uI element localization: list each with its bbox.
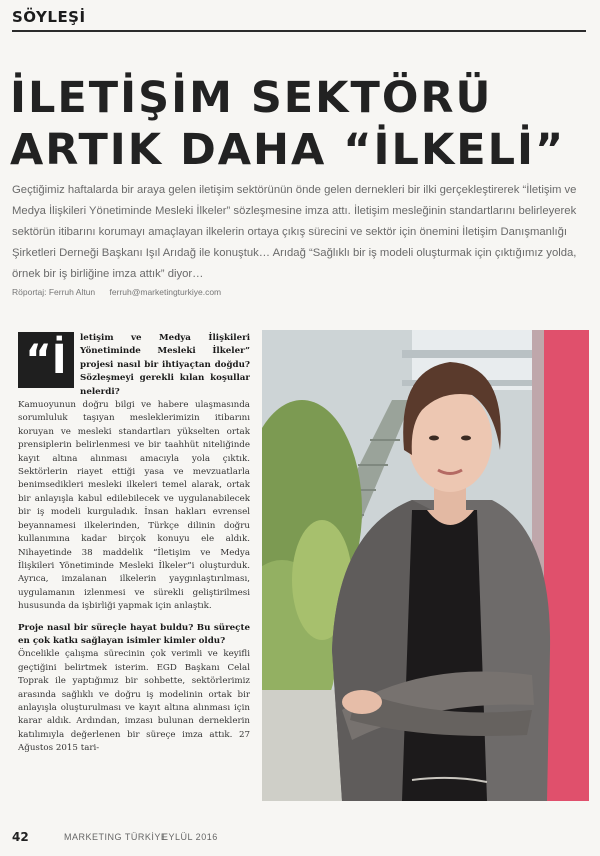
publication-name: MARKETING TÜRKİYE <box>64 832 168 842</box>
answer-1: Kamuoyunun doğru bilgi ve habere ulaşmasında sorumluluk taşıyan mesleklerimizin itibarını koruyan ve mesleki standartları yükselten ortak prensiplerin belirlenmesi ve bir taahhüt niteliğinde kayıt altına alınması amacıyla yola çıktık. Sektörlerin riayet ettiği yasa ve mevzuatlarla benimsedikleri mesleki ilkeleri temel alarak, ortak bir anlayışla kabul edilebilecek ve uygulanabilecek bir iş modeli kurguladık. İnsan hakları evrensel beyannamesi ilkelerinden, Türkçe dilinin doğru kullanımına kadar birçok konuyu ele aldık. Nihayetinde 38 maddelik “İletişim ve Medya İlişkileri Yönetiminde Mesleki İlkeler”i oluşturduk. Ayrıca, imzalanan ilkelerin yaygınlaştırılması, uygulamanın izlenmesi ve sürekli geliştirilmesi hususunda da işbirliği yapmak için anlaştık. <box>18 400 250 612</box>
title-line-1: İLETİŞİM SEKTÖRÜ <box>10 73 493 123</box>
byline <box>12 287 512 297</box>
byline-author: Röportaj: Ferruh Altun <box>12 287 96 297</box>
article-column <box>18 332 250 822</box>
section-label: SÖYLEŞİ <box>12 8 86 26</box>
drop-cap: “İ <box>18 332 74 388</box>
article-lead: Geçtiğimiz haftalarda bir araya gelen iletişim sektörünün önde gelen dernekleri bir ilki gerçekleştirerek “İletişim ve Medya İlişkileri Yönetiminde Mesleki İlkeler” sözleşmesine imza attı. İletişim mesleğinin standartlarını belirleyerek sektörün itibarını korumayı amaçlayan ilkelerin ortaya çıkış sürecini ve sektör için önemini İletişim Danışmanlığı Şirketleri Derneği Başkanı Işıl Arıdağ ile konuştuk… Arıdağ “Sağlıklı bir iş modeli oluşturmak için çıktığımız yolda, örnek bir iş birliğine imza attık” diyor… <box>12 184 577 280</box>
article-title <box>10 72 590 176</box>
title-line-2: ARTIK DAHA “İLKELİ” <box>10 125 566 175</box>
question-2: Proje nasıl bir süreçle hayat buldu? Bu süreçte en çok katkı sağlayan isimler kimler oldu? <box>18 622 250 646</box>
question-1: letişim ve Medya İlişkileri Yönetiminde Mesleki İlkeler” projesi nasıl bir ihtiyaçtan doğdu? Sözleşmeyi gerekli kılan koşullar nelerdi? <box>80 333 250 397</box>
issue-date: EYLÜL 2016 <box>162 832 218 842</box>
page-number: 42 <box>12 830 29 844</box>
portrait-illustration <box>262 330 589 801</box>
section-divider <box>12 30 586 32</box>
portrait-photo <box>262 330 589 801</box>
byline-email: ferruh@marketingturkiye.com <box>109 287 222 297</box>
answer-2: Öncelikle çalışma sürecinin çok verimli ve keyifli geçtiğini belirtmek isterim. EGD Başkanı Celal Toprak ile yaptığımız bir sohbette, sektörlerimiz arasında sağlıklı ve doğru iş modelinin ortak bir anlayışla oluşturulması ve kayıt altına alınması için karar aldık. Ardından, imzası bulunan derneklerin katılımıyla değerlenen bir süreçe imza attık. 27 Ağustos 2015 tari- <box>18 649 250 754</box>
